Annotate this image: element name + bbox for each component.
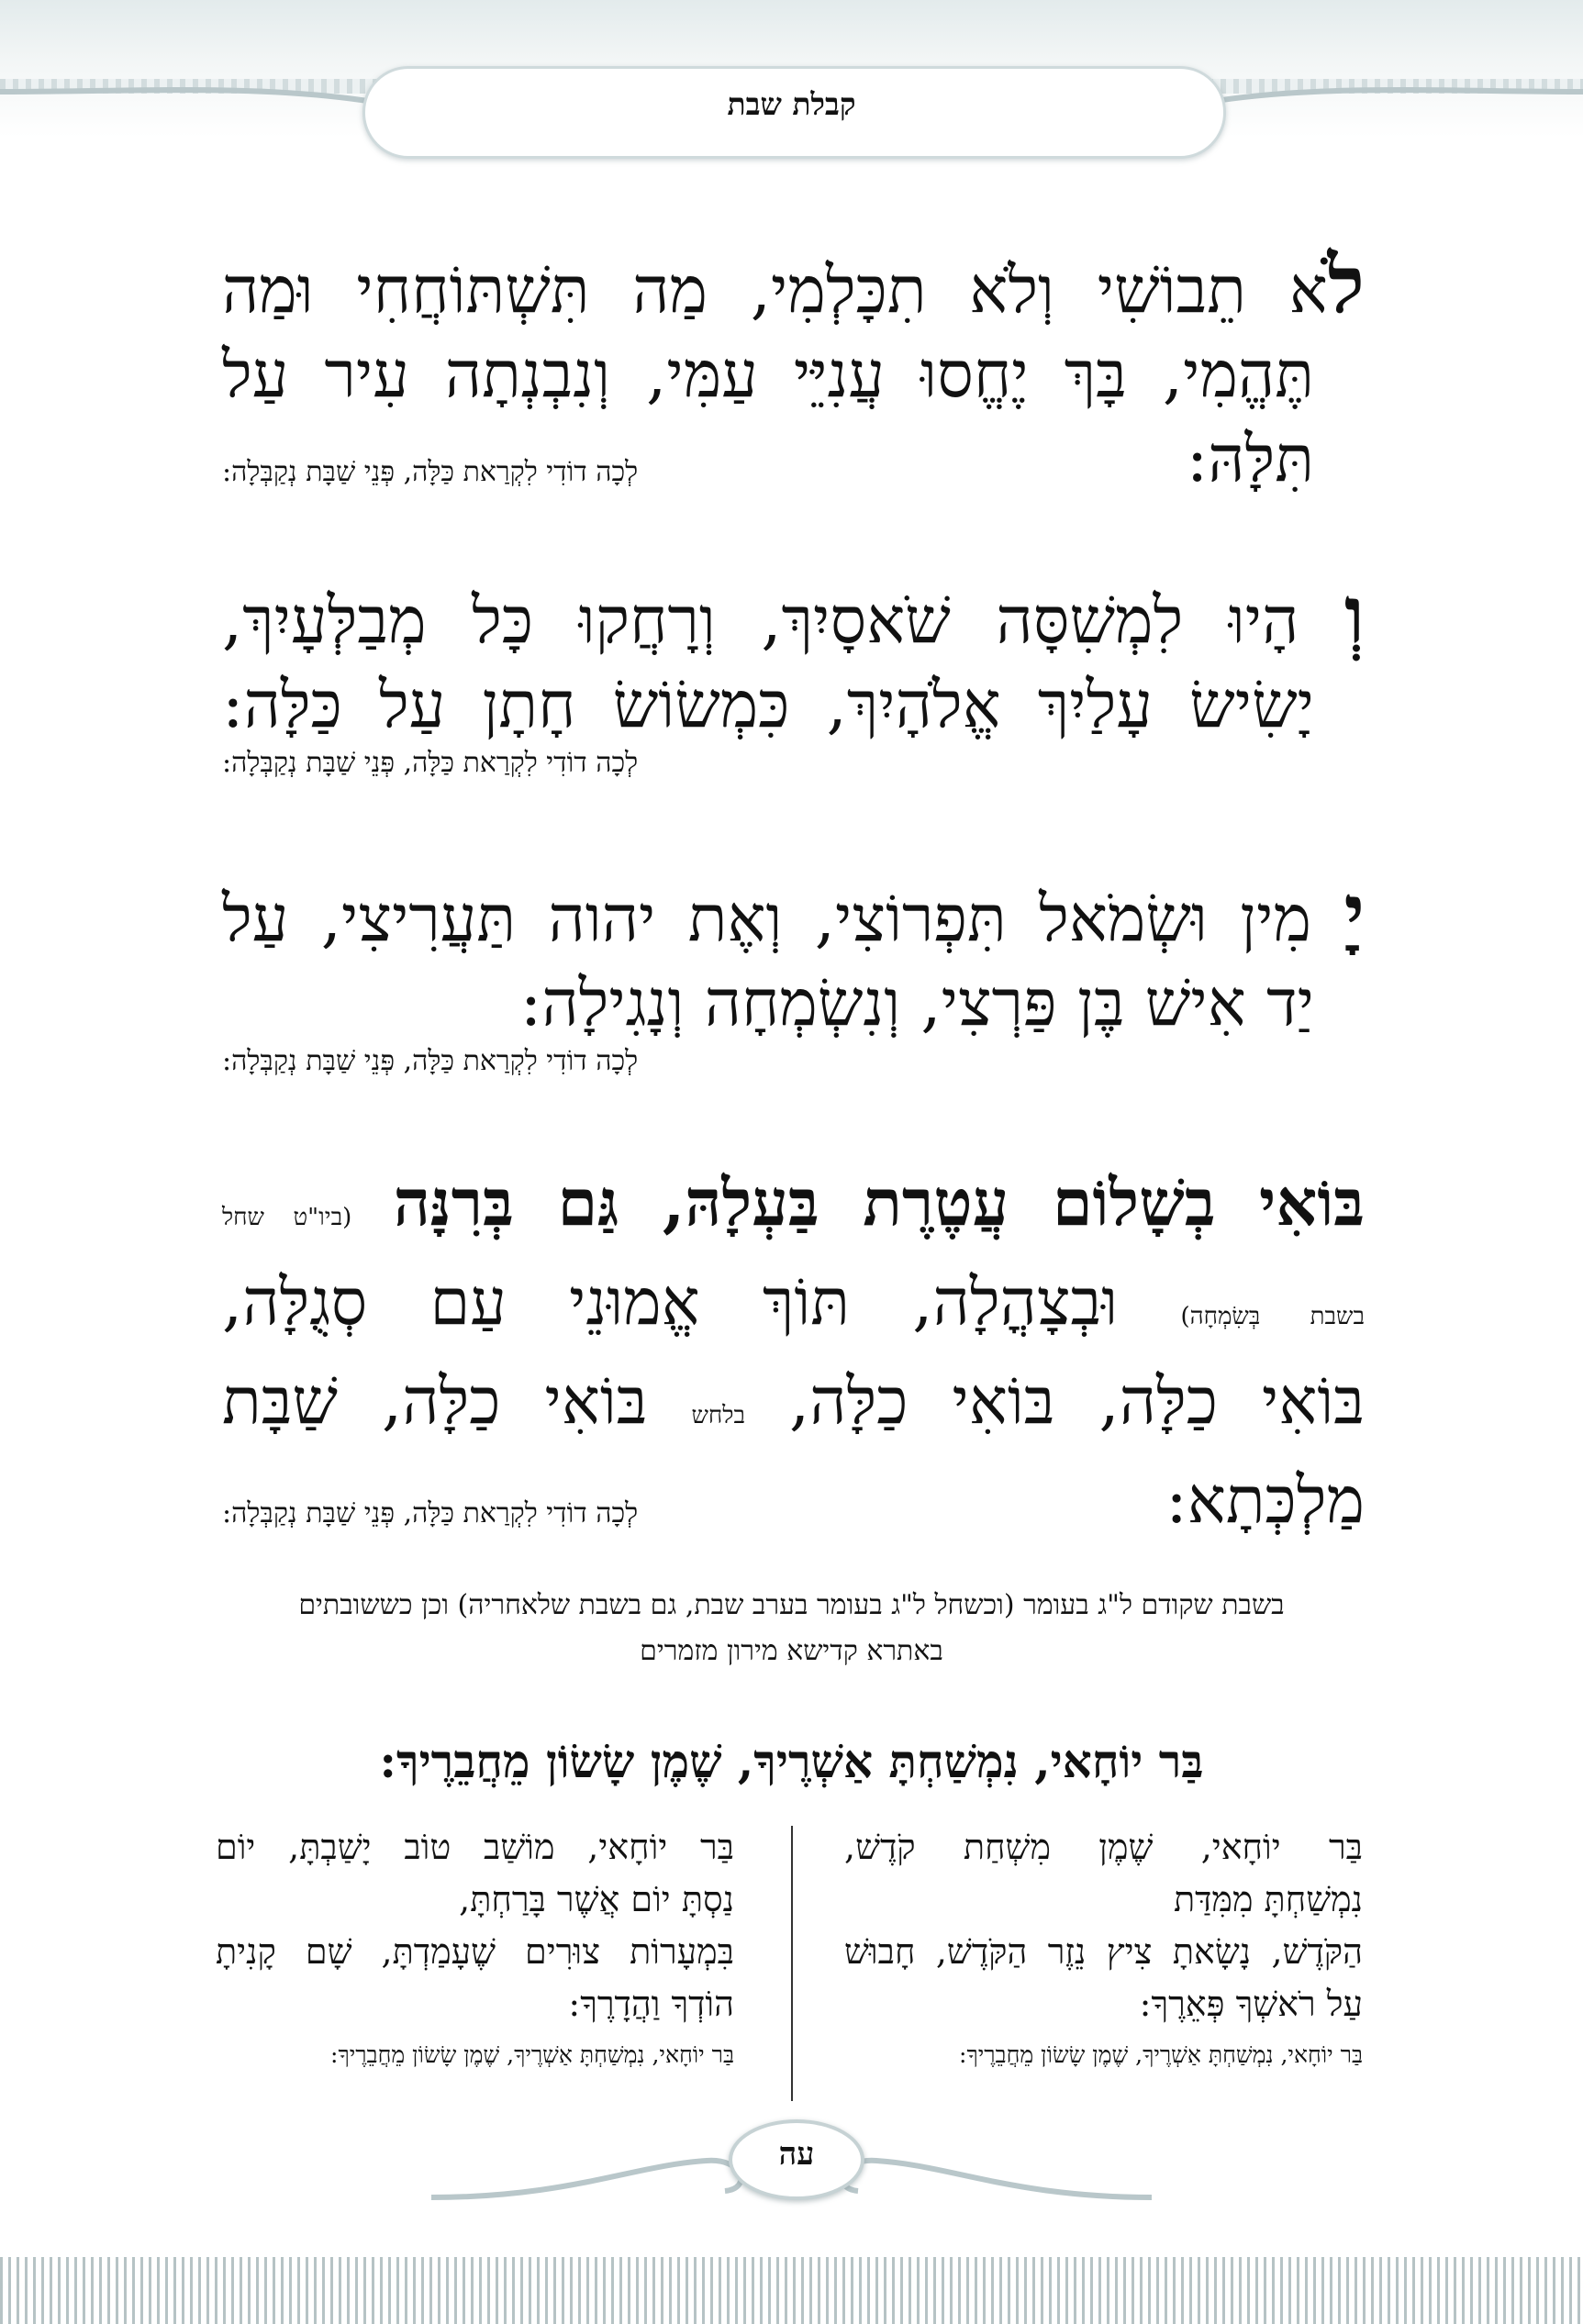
stanza-2-drop-letter: וְ xyxy=(1343,569,1365,662)
stanza-2-line-2: יָשִׂישׂ עָלַיִךְ אֱלֹהָיִךְ, כִּמְשׂוֹשׂ חָתָן עַל כַּלָּה: xyxy=(222,667,1314,742)
column-refrain: בַּר יוֹחָאי, נִמְשַׁחְתָּ אַשְׁרֶיךָ, שֶׁמֶן שָׂשׂוֹן מֵחֲבֵרֶיךָ: xyxy=(330,2041,734,2068)
stanza-4-last-row xyxy=(222,1458,1365,1542)
column-divider xyxy=(791,1826,793,2101)
stanza-1-drop-letter: לֹ xyxy=(1327,239,1365,331)
instruction-line-1: בשבת שקודם ל"ג בעומר (וכשחל ל"ג בעומר בערב שבת, גם בשבת שלאחריה) וכן כששובתים xyxy=(298,1589,1285,1621)
stanza-4 xyxy=(222,1161,1365,1542)
stanza-4-line-2: בשבת בְּשִׂמְחָה) וּבְצָהֳלָה, תּוֹךְ אֱמוּנֵי עַם סְגֻלָּה, xyxy=(222,1264,1365,1340)
instruction-line-2: באתרא קדישא מירון מזמרים xyxy=(640,1635,943,1667)
stanza-3-line-2: יַד אִישׁ בֶּן פַּרְצִי, וְנִשְׂמְחָה וְנָגִילָה: xyxy=(519,965,1314,1040)
instruction-text xyxy=(184,1583,1399,1674)
stanza-4-note-1: (ביו"ט שחל xyxy=(222,1204,352,1231)
page-number: עה xyxy=(778,2136,815,2173)
page-title: קבלת שבת xyxy=(727,86,856,122)
stanza-4-line-1: בּוֹאִי בְשָׁלוֹם עֲטֶרֶת בַּעְלָהּ, גַּם בְּרִנָּה (ביו"ט שחל xyxy=(222,1164,1365,1240)
stanza-4-note-3: בלחש xyxy=(691,1402,745,1429)
stanza-1 xyxy=(222,239,1365,501)
column-line: בַּר יוֹחָאי, מוֹשַׁב טוֹב יָשַׁבְתָּ, יוֹם xyxy=(216,1827,734,1867)
stanza-4-line-4: מַלְכְּתָא: xyxy=(1165,1462,1365,1538)
stanza-4-note-2: בשבת בְּשִׂמְחָה) xyxy=(1180,1303,1365,1330)
bar-yochai-title: בַּר יוֹחָאי, נִמְשַׁחְתָּ אַשְׁרֶיךָ, שֶׁמֶן שָׂשׂוֹן מֵחֲבֵרֶיךָ: xyxy=(379,1734,1204,1788)
refrain: לְכָה דוֹדִי לִקְרַאת כַּלָּה, פְּנֵי שַׁבָּת נְקַבְּלָה: xyxy=(222,1045,639,1077)
stanza-3-drop-letter: יָ xyxy=(1343,867,1365,960)
stanza-1-line-3: תִּלָּהּ: xyxy=(1186,421,1314,496)
column-line: נַסְתָּ יוֹם אֲשֶׁר בָּרַחְתָּ, xyxy=(459,1879,734,1919)
column-line: בִּמְעָרוֹת צוּרִים שֶׁעָמַדְתָּ, שָׁם קָנִיתָ xyxy=(216,1931,734,1972)
column-line: הַקֹּדֶשׁ, נָשָׂאתָ צִיץ נֵזֶר הַקֹּדֶשׁ, חָבוּשׁ xyxy=(844,1931,1363,1972)
stanza-1-line-1: לֹא תֵבוֹשִׁי וְלֹא תִכָּלְמִי, מַה תִּשְׁתּוֹחֲחִי וּמַה xyxy=(222,239,1365,331)
stanza-3-line-1: יָ מִין וּשְׂמֹאל תִּפְרוֹצִי, וְאֶת יהוה תַּעֲרִיצִי, עַל xyxy=(222,867,1365,960)
stanza-3 xyxy=(222,867,1365,1077)
column-line: עַל רֹאשְׁךָ פְּאֵרֶךָ: xyxy=(1139,1984,1363,2024)
refrain: לְכָה דוֹדִי לִקְרַאת כַּלָּה, פְּנֵי שַׁבָּת נְקַבְּלָה: xyxy=(222,456,639,488)
refrain: לְכָה דוֹדִי לִקְרַאת כַּלָּה, פְּנֵי שַׁבָּת נְקַבְּלָה: xyxy=(222,1497,639,1529)
stanza-1-last-row xyxy=(222,417,1365,501)
bar-yochai-left-column xyxy=(216,1821,734,2069)
stanza-1-line-2: תֶּהֱמִי, בָּךְ יֶחֱסוּ עֲנִיֵּי עַמִּי, וְנִבְנְתָה עִיר עַל xyxy=(222,337,1314,412)
footer-band xyxy=(0,2257,1583,2324)
column-line: נִמְשַׁחְתָּ מִמִּדַּת xyxy=(1173,1879,1363,1919)
refrain: לְכָה דוֹדִי לִקְרַאת כַּלָּה, פְּנֵי שַׁבָּת נְקַבְּלָה: xyxy=(222,747,639,779)
stanza-2-line-1: וְ הָיוּ לִמְשִׁסָּה שֹׁאסָיִךְ, וְרָחֲקוּ כָּל מְבַלְּעָיִךְ, xyxy=(222,569,1365,662)
stanza-2 xyxy=(222,569,1365,779)
column-line: הוֹדְךָ וַהֲדָרֶךָ: xyxy=(568,1984,734,2024)
column-line: בַּר יוֹחָאי, שֶׁמֶן מִשְׁחַת קֹדֶשׁ, xyxy=(844,1827,1363,1867)
stanza-4-line-3: בּוֹאִי כַלָּה, בּוֹאִי כַלָּה, בלחש בּוֹאִי כַלָּה, שַׁבָּת xyxy=(222,1363,1365,1439)
bar-yochai-right-column xyxy=(844,1821,1363,2069)
column-refrain: בַּר יוֹחָאי, נִמְשַׁחְתָּ אַשְׁרֶיךָ, שֶׁמֶן שָׂשׂוֹן מֵחֲבֵרֶיךָ: xyxy=(959,2041,1363,2068)
